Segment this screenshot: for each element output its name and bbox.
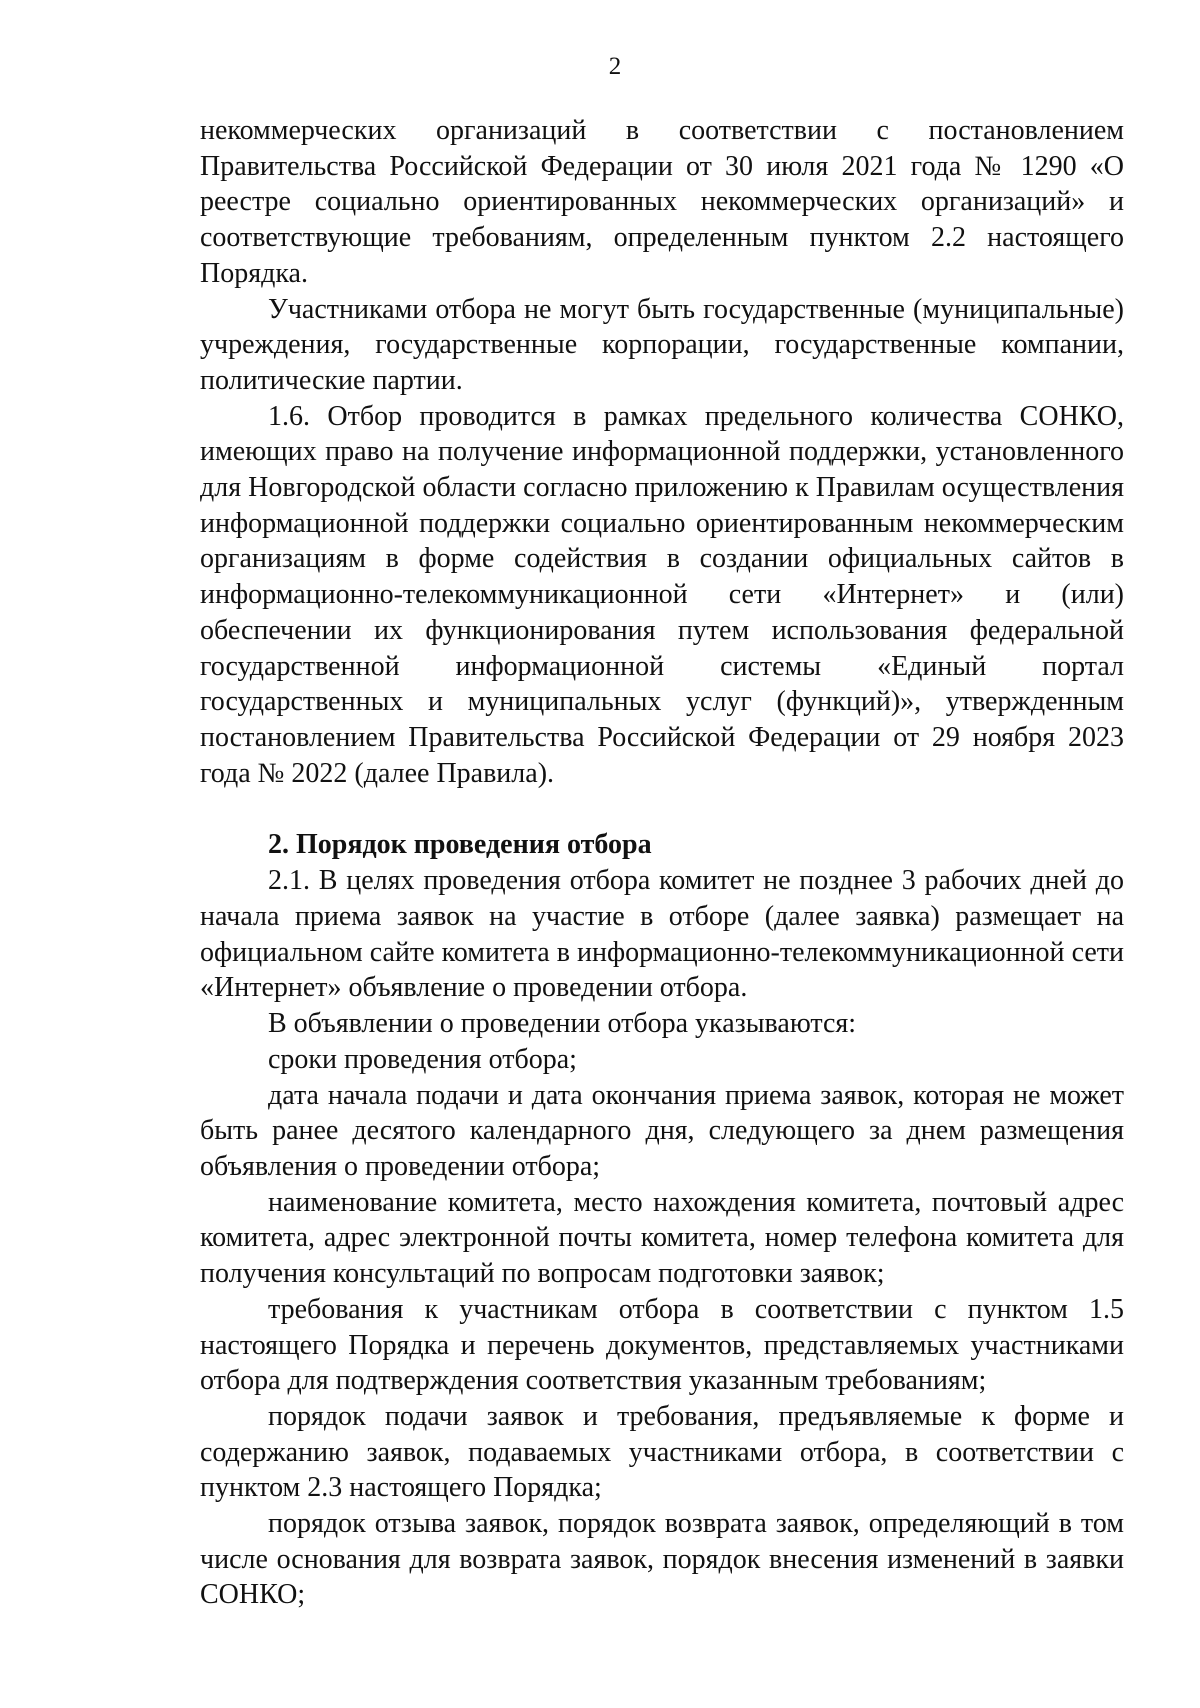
paragraph-continuation: некоммерческих организаций в соответствии с постановлением Правительства Российской Федерации от 30 июля 2021 года № 1290 «О реестре социально ориентированных некоммерческих организаций» и соответствующие требованиям, определенным пунктом 2.2 настоящего Порядка. [200,115,1124,289]
list-item-committee-info: наименование комитета, место нахождения комитета, почтовый адрес комитета, адрес электронной почты комитета, номер телефона комитета для получения консультаций по вопросам подготовки заявок; [200,1186,1124,1290]
paragraph-announcement-intro: В объявлении о проведении отбора указываются: [268,1008,857,1040]
paragraph-1-6: 1.6. Отбор проводится в рамках предельного количества СОНКО, имеющих право на получение информационной поддержки, установленного для Новгородской области согласно приложению к Правилам осуществления информационной поддержки социально ориентированным некоммерческим организациям в форме содействия в создании официальных сайтов в информационно-телекоммуникационной сети «Интернет» и (или) обеспечении их функционирования путем использования федеральной государственной информационной системы «Единый портал государственных и муниципальных услуг (функций)», утвержденным постановлением Правительства Российской Федерации от 29 ноября 2023 года № 2022 (далее Правила). [200,400,1124,789]
list-item-requirements: требования к участникам отбора в соответствии с пунктом 1.5 настоящего Порядка и перечень документов, представляемых участниками отбора для подтверждения соответствия указанным требованиям; [200,1293,1124,1397]
list-item-withdrawal-order: порядок отзыва заявок, порядок возврата заявок, определяющий в том числе основания для возврата заявок, порядок внесения изменений в заявки СОНКО; [200,1508,1124,1611]
paragraph-2-1: 2.1. В целях проведения отбора комитет не позднее 3 рабочих дней до начала приема заявок на участие в отборе (далее заявка) размещает на официальном сайте комитета в информационно-телекоммуникационной сети «Интернет» объявление о проведении отбора. [200,865,1124,1004]
list-item-dates: дата начала подачи и дата окончания приема заявок, которая не может быть ранее десятого календарного дня, следующего за днем размещения объявления о проведении отбора; [200,1079,1124,1182]
section-heading: 2. Порядок проведения отбора [268,829,652,861]
document-body [200,113,1124,1613]
list-item-submission-order: порядок подачи заявок и требования, предъявляемые к форме и содержанию заявок, подаваемых участниками отбора, в соответствии с пунктом 2.3 настоящего Порядка; [200,1400,1124,1504]
paragraph-participants-exclusion: Участниками отбора не могут быть государственные (муниципальные) учреждения, государственные корпорации, государственные компании, политические партии. [200,293,1124,396]
page-number: 2 [608,53,622,80]
list-item-terms: сроки проведения отбора; [268,1043,577,1075]
